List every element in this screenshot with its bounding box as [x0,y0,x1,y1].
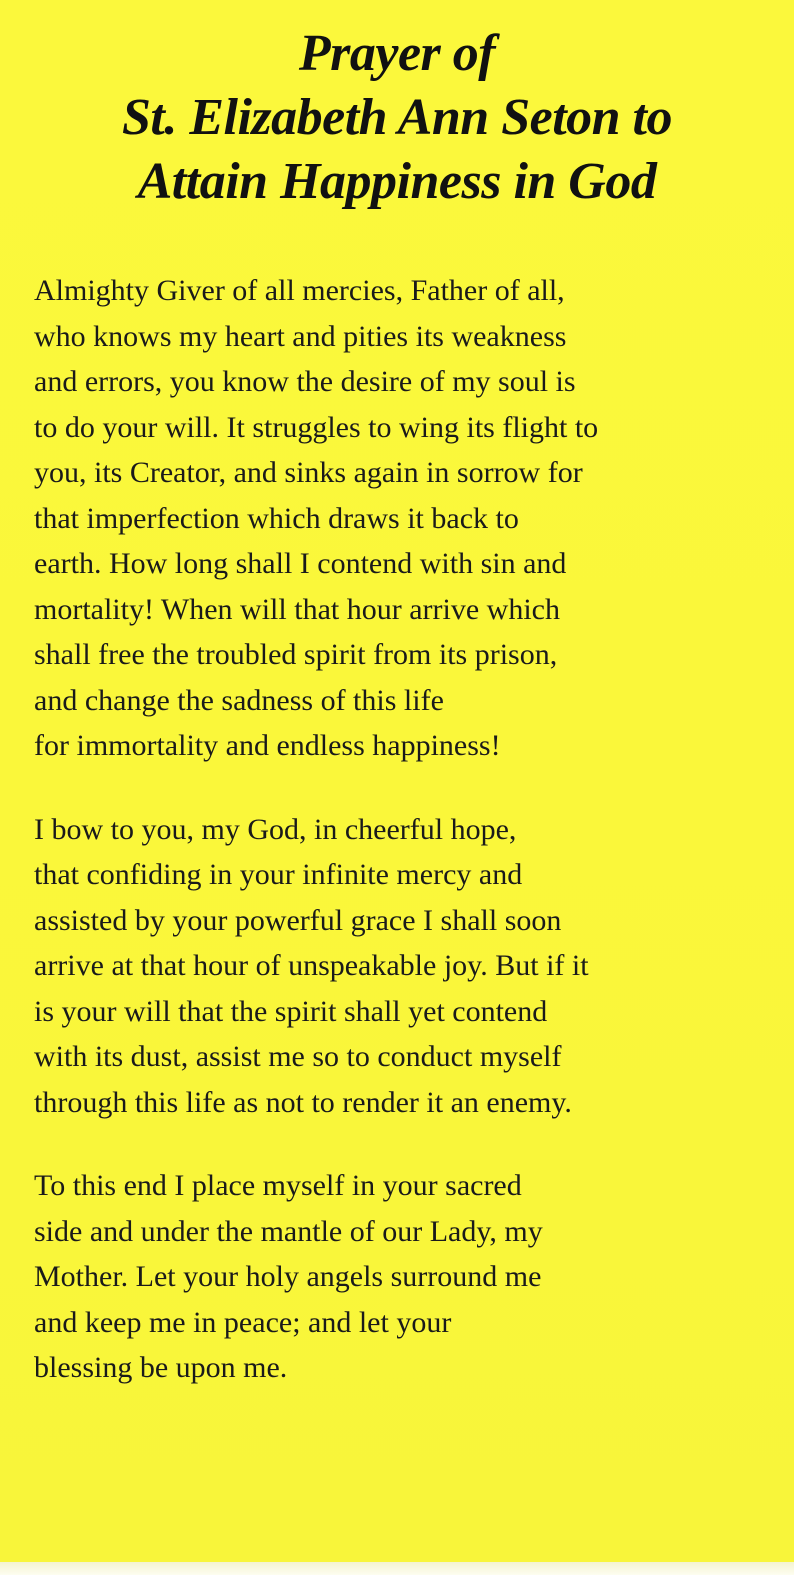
title-line: St. Elizabeth Ann Seton to [121,89,673,146]
prayer-line: and change the sadness of this life [34,683,444,717]
title-line: Prayer of [298,25,496,82]
prayer-paragraph [34,268,774,769]
title-line: Attain Happiness in God [137,153,657,210]
prayer-line: Almighty Giver of all mercies, Father of all, [34,274,565,307]
prayer-line: through this life as not to render it an enemy. [34,1085,572,1119]
prayer-line: with its dust, assist me so to conduct myself [34,1040,562,1073]
prayer-line: for immortality and endless happiness! [34,729,501,762]
prayer-line: that imperfection which draws it back to [34,501,519,535]
card-bottom-edge [0,1562,794,1575]
prayer-line: assisted by your powerful grace I shall soon [34,903,562,937]
prayer-line: that confiding in your infinite mercy and [34,858,523,891]
prayer-paragraph [34,807,774,1126]
prayer-line: is your will that the spirit shall yet contend [34,994,548,1028]
prayer-line: mortality! When will that hour arrive which [34,592,560,626]
prayer-body [34,268,774,1429]
prayer-line: earth. How long shall I contend with sin and [34,547,567,580]
prayer-line: To this end I place myself in your sacred [34,1169,522,1202]
prayer-line: Mother. Let your holy angels surround me [34,1260,542,1293]
prayer-line: to do your will. It struggles to wing its flight to [34,410,599,444]
prayer-paragraph [34,1163,774,1391]
prayer-title [0,22,794,214]
prayer-line: you, its Creator, and sinks again in sorrow for [34,456,583,489]
prayer-line: shall free the troubled spirit from its prison, [34,638,558,671]
prayer-line: I bow to you, my God, in cheerful hope, [34,812,517,846]
prayer-line: and keep me in peace; and let your [34,1305,452,1339]
prayer-line: side and under the mantle of our Lady, my [34,1214,543,1248]
prayer-line: and errors, you know the desire of my soul is [34,365,576,398]
prayer-line: blessing be upon me. [34,1351,288,1384]
prayer-line: arrive at that hour of unspeakable joy. But if it [34,949,589,982]
prayer-line: who knows my heart and pities its weakness [34,319,567,353]
